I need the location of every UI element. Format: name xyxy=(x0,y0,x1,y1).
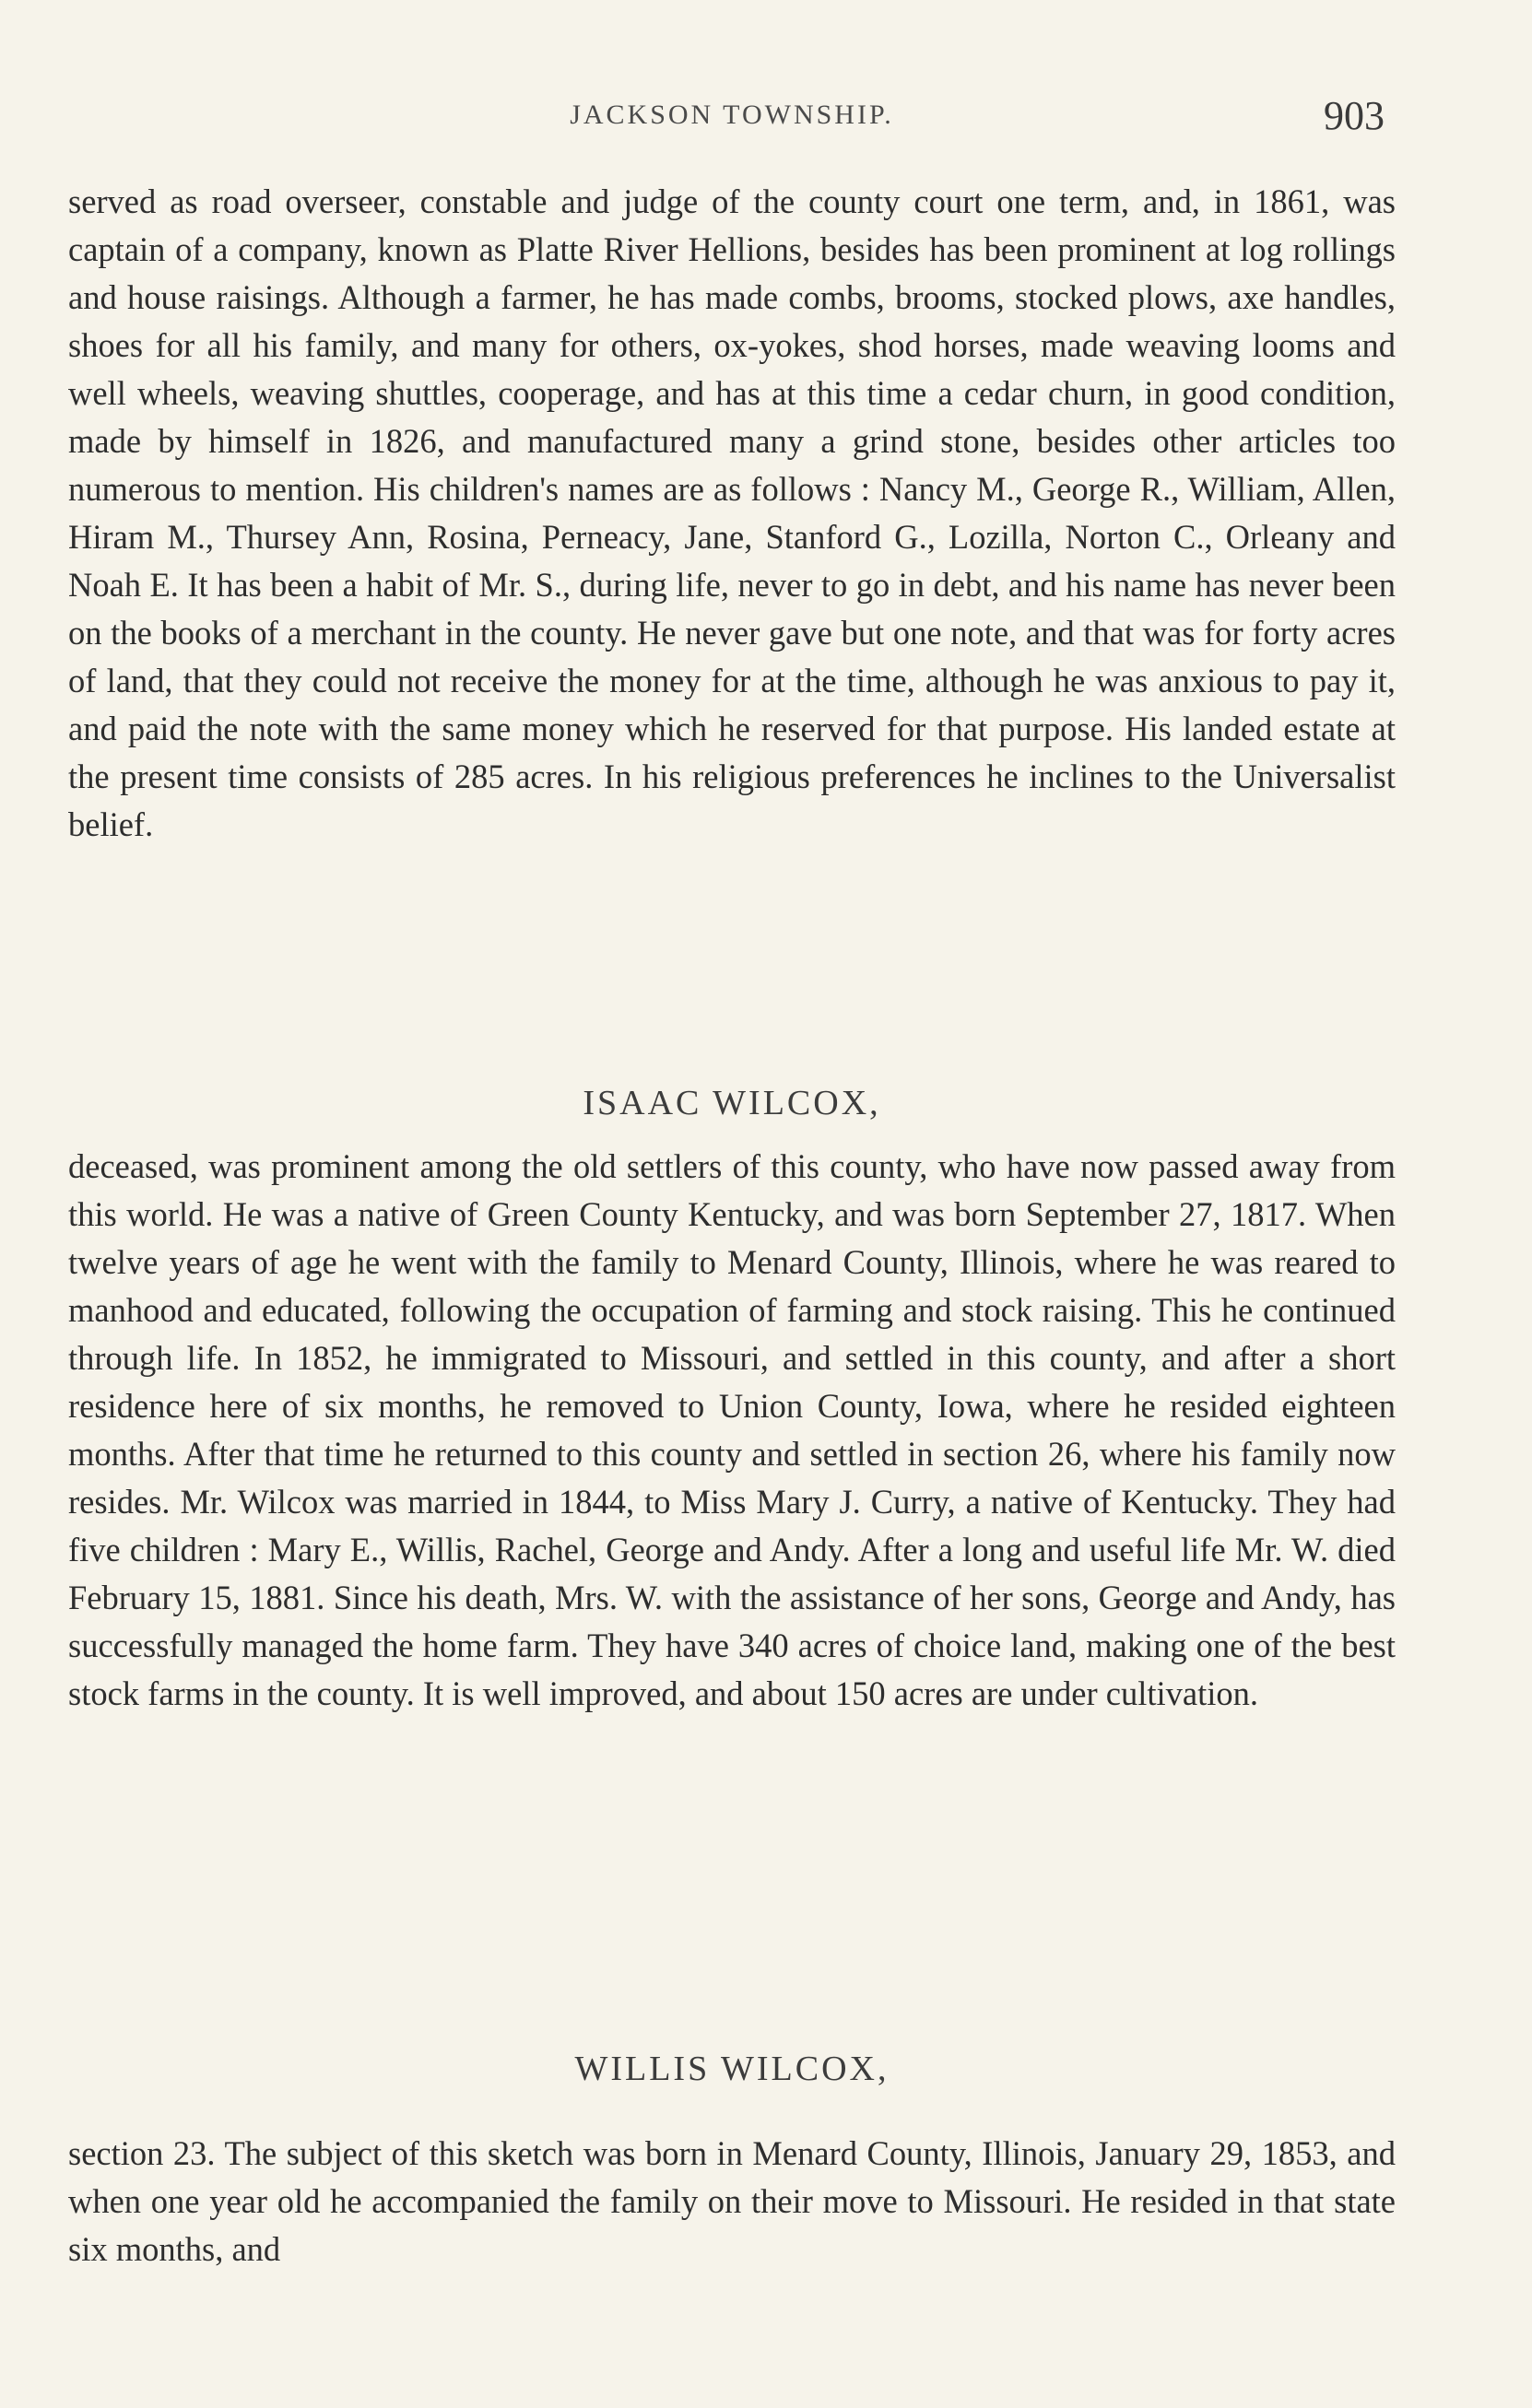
paragraph-isaac-wilcox: deceased, was prominent among the old settlers of this county, who have now passed away from this world. He was a native of Green County Kentucky, and was born September 27, 1817. When twelve years of age he went with the family to Menard County, Illinois, where he was reared to manhood and educated, following the occupation of farming and stock raising. This he continued through life. In 1852, he immigrated to Missouri, and settled in this county, and after a short residence here of six months, he removed to Union County, Iowa, where he resided eighteen months. After that time he returned to this county and settled in section 26, where his family now resides. Mr. Wilcox was married in 1844, to Miss Mary J. Curry, a native of Kentucky. They had five children : Mary E., Willis, Rachel, George and Andy. After a long and useful life Mr. W. died February 15, 1881. Since his death, Mrs. W. with the assistance of her sons, George and Andy, has successfully managed the home farm. They have 340 acres of choice land, making one of the best stock farms in the county. It is well improved, and about 150 acres are under cultivation. xyxy=(68,1147,1396,1712)
running-head xyxy=(68,92,1396,147)
running-title: JACKSON TOWNSHIP. xyxy=(570,100,894,130)
paragraph-willis-wilcox: section 23. The subject of this sketch was born in Menard County, Illinois, January 29, 1853, and when one year old he accompanied the family on their move to Missouri. He resided in that state six months, and xyxy=(68,2134,1396,2268)
book-page xyxy=(68,0,1396,2408)
heading-isaac-wilcox: ISAAC WILCOX, xyxy=(583,1084,881,1122)
heading-willis-wilcox: WILLIS WILCOX, xyxy=(574,2050,890,2088)
page-number: 903 xyxy=(1324,93,1385,138)
paragraph-continued-biography: served as road overseer, constable and judge of the county court one term, and, in 1861, was captain of a company, known as Platte River Hellions, besides has been prominent at log rollings and house raisings. Although a farmer, he has made combs, brooms, stocked plows, axe handles, shoes for all his family, and many for others, ox-yokes, shod horses, made weaving looms and well wheels, weaving shuttles, cooperage, and has at this time a cedar churn, in good condition, made by himself in 1826, and manufactured many a grind stone, besides other articles too numerous to mention. His children's names are as follows : Nancy M., George R., William, Allen, Hiram M., Thursey Ann, Rosina, Perneacy, Jane, Stanford G., Lozilla, Norton C., Orleany and Noah E. It has been a habit of Mr. S., during life, never to go in debt, and his name has never been on the books of a merchant in the county. He never gave but one note, and that was for forty acres of land, that they could not receive the money for at the time, although he was anxious to pay it, and paid the note with the same money which he reserved for that purpose. His landed estate at the present time consists of 285 acres. In his religious preferences he inclines to the Universalist belief. xyxy=(68,182,1396,843)
